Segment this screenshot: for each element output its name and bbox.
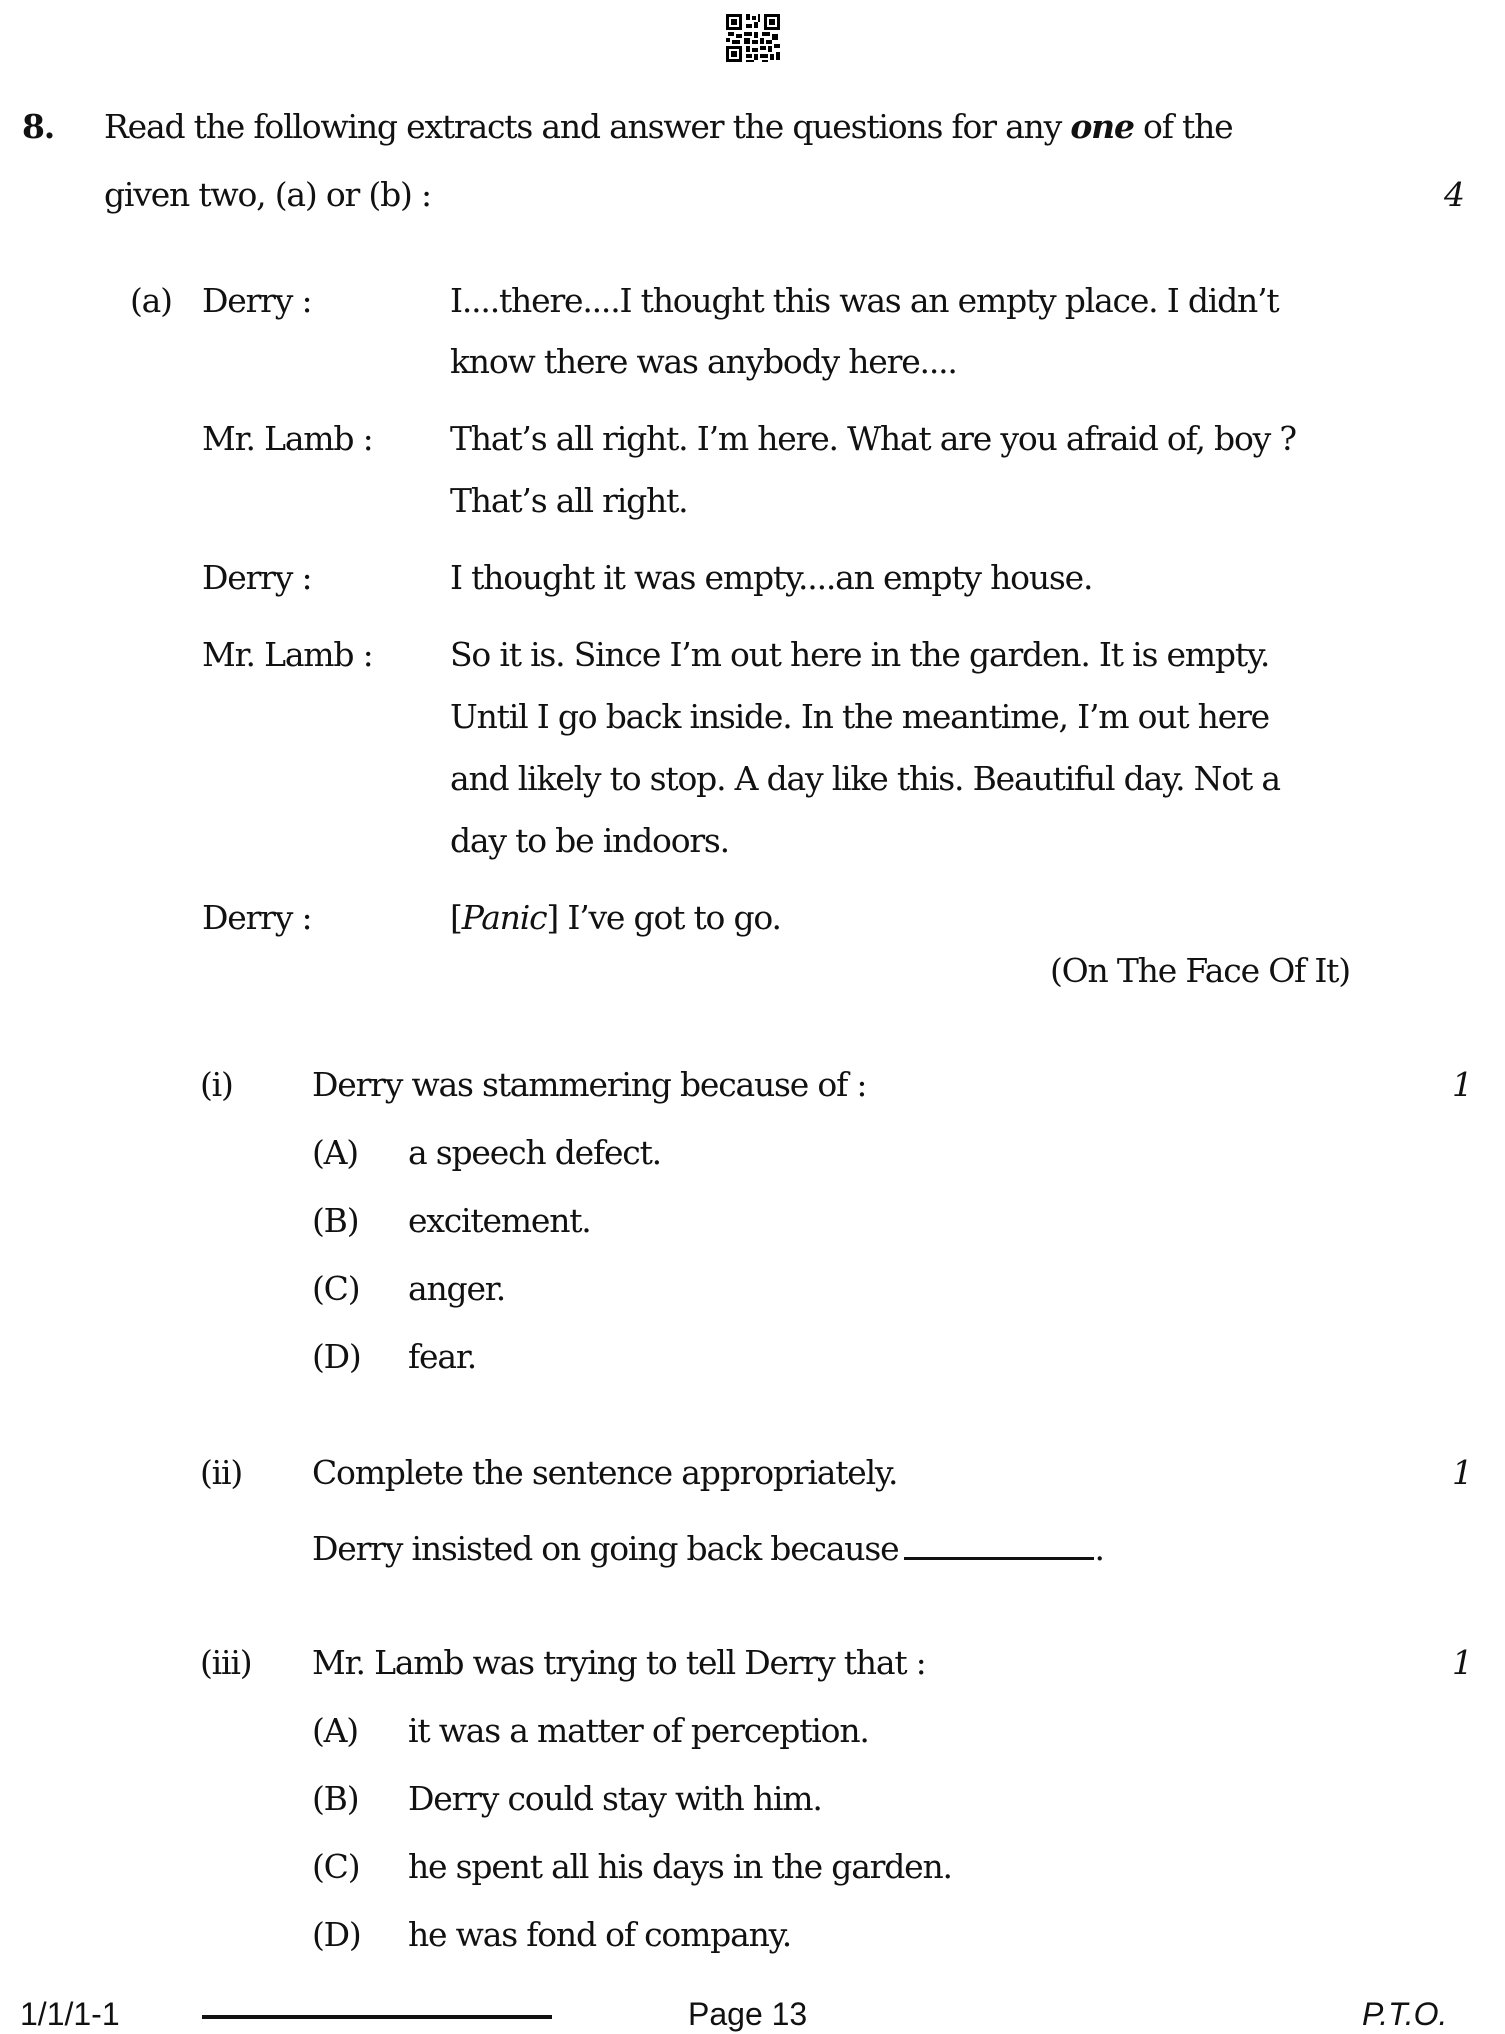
stage-direction: Panic (461, 898, 547, 937)
footer-pto: P.T.O. (1362, 1996, 1448, 2032)
sub-question-marks: 1 (1452, 1453, 1472, 1492)
instruction-text-end: of the (1133, 107, 1233, 146)
dialogue-speaker: Mr. Lamb : (202, 419, 373, 458)
question-number: 8. (22, 107, 55, 146)
option-text: anger. (408, 1269, 506, 1308)
option-text: it was a matter of perception. (408, 1711, 869, 1750)
option-text: Derry could stay with him. (408, 1779, 822, 1818)
emphasis-one: one (1070, 107, 1134, 146)
qr-code-icon (724, 12, 782, 64)
footer-divider (202, 2015, 552, 2019)
extract-source: (On The Face Of It) (1050, 951, 1350, 990)
fill-in-period: . (1094, 1529, 1104, 1568)
bracket-open: [ (450, 898, 462, 937)
extract-label: (a) (130, 281, 172, 320)
instruction-text: Read the following extracts and answer the questions for any (104, 107, 1071, 146)
dialogue-text: I’ve got to go. (558, 898, 781, 937)
footer-page-number: Page 13 (688, 1996, 808, 2032)
sub-question-marks: 1 (1452, 1065, 1472, 1104)
sub-question-marks: 1 (1452, 1643, 1472, 1682)
footer-code: 1/1/1-1 (20, 1996, 120, 2032)
option-label: (B) (312, 1201, 359, 1240)
dialogue-line: know there was anybody here.... (450, 342, 957, 381)
fill-in-text: Derry insisted on going back because (312, 1529, 899, 1568)
dialogue-line: So it is. Since I’m out here in the garden. It is empty. (450, 635, 1270, 674)
dialogue-speaker: Mr. Lamb : (202, 635, 373, 674)
dialogue-line: I thought it was empty....an empty house. (450, 558, 1093, 597)
dialogue-line: day to be indoors. (450, 821, 729, 860)
question-instruction-line1 (104, 107, 1233, 146)
sub-question-text: Complete the sentence appropriately. (312, 1453, 898, 1492)
fill-in-sentence (312, 1529, 1104, 1568)
option-label: (B) (312, 1779, 359, 1818)
dialogue-speaker: Derry : (202, 281, 312, 320)
dialogue-speaker: Derry : (202, 898, 312, 937)
option-label: (A) (312, 1133, 358, 1172)
question-marks: 4 (1444, 175, 1464, 214)
option-text: excitement. (408, 1201, 591, 1240)
option-label: (A) (312, 1711, 358, 1750)
dialogue-line: and likely to stop. A day like this. Beautiful day. Not a (450, 759, 1280, 798)
sub-question-text: Derry was stammering because of : (312, 1065, 867, 1104)
question-instruction-line2: given two, (a) or (b) : (104, 175, 431, 214)
option-text: fear. (408, 1337, 477, 1376)
sub-question-number: (ii) (200, 1453, 243, 1492)
dialogue-speaker: Derry : (202, 558, 312, 597)
sub-question-number: (i) (200, 1065, 233, 1104)
option-text: a speech defect. (408, 1133, 661, 1172)
option-label: (C) (312, 1269, 360, 1308)
dialogue-line: I....there....I thought this was an empty place. I didn’t (450, 281, 1279, 320)
dialogue-line: That’s all right. I’m here. What are you afraid of, boy ? (450, 419, 1296, 458)
option-label: (C) (312, 1847, 360, 1886)
dialogue-line: That’s all right. (450, 481, 688, 520)
dialogue-line: Until I go back inside. In the meantime, I’m out here (450, 697, 1269, 736)
option-text: he was fond of company. (408, 1915, 791, 1954)
dialogue-line (450, 898, 781, 937)
option-text: he spent all his days in the garden. (408, 1847, 952, 1886)
sub-question-number: (iii) (200, 1643, 252, 1682)
sub-question-text: Mr. Lamb was trying to tell Derry that : (312, 1643, 926, 1682)
bracket-close: ] (546, 898, 559, 937)
option-label: (D) (312, 1915, 361, 1954)
answer-blank (904, 1555, 1094, 1560)
option-label: (D) (312, 1337, 361, 1376)
